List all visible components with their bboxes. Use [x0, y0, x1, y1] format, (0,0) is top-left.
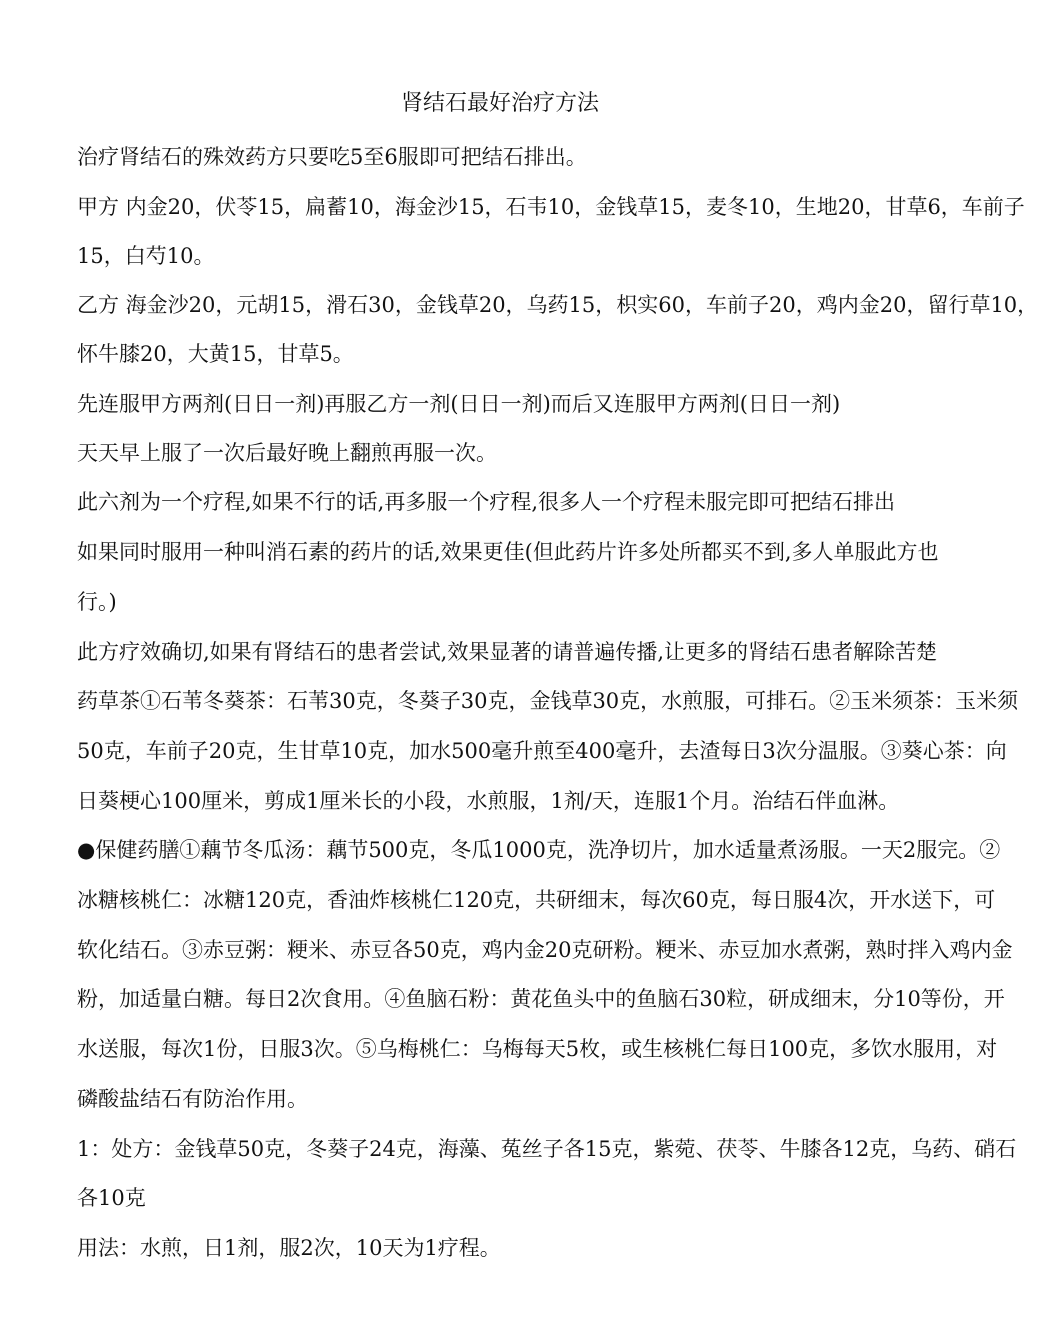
text-line-18: 粉，加适量白糖。每日2次食用。④鱼脑石粉：黄花鱼头中的鱼脑石30粒，研成细末，分10等份，开 [77, 987, 1005, 1011]
text-line-21: 1：处方：金钱草50克，冬葵子24克，海藻、菟丝子各15克，紫菀、茯苓、牛膝各12克，乌药、硝石 [77, 1137, 1017, 1161]
text-line-19: 水送服，每次1份，日服3次。⑤乌梅桃仁：乌梅每天5枚，或生核桃仁每日100克，多饮水服用，对 [77, 1037, 998, 1061]
text-line-17: 软化结石。③赤豆粥：粳米、赤豆各50克，鸡内金20克研粉。粳米、赤豆加水煮粥，熟时拌入鸡内金 [77, 938, 1013, 962]
text-line-13: 50克，车前子20克，生甘草10克，加水500毫升煎至400毫升，去渣每日3次分温服。③葵心茶：向 [77, 739, 1007, 763]
text-line-1: 治疗肾结石的殊效药方只要吃5至6服即可把结石排出。 [77, 145, 587, 169]
text-line-15: ●保健药膳①藕节冬瓜汤：藕节500克，冬瓜1000克，洗净切片，加水适量煮汤服。一天2服完。② [77, 838, 1001, 862]
text-line-5: 怀牛膝20，大黄15，甘草5。 [77, 342, 354, 366]
text-line-11: 此方疗效确切,如果有肾结石的患者尝试,效果显著的请普遍传播,让更多的肾结石患者解除苦楚 [77, 640, 938, 664]
text-line-3: 15，白芍10。 [77, 244, 215, 268]
text-line-2: 甲方 内金20，伏苓15，扁蓄10，海金沙15，石韦10，金钱草15，麦冬10，生地20，甘草6，车前子 [77, 195, 1025, 219]
text-line-23: 用法：水煎，日1剂，服2次，10天为1疗程。 [77, 1236, 501, 1260]
text-line-6: 先连服甲方两剂(日日一剂)再服乙方一剂(日日一剂)而后又连服甲方两剂(日日一剂) [77, 392, 841, 416]
text-line-12: 药草茶①石苇冬葵茶：石苇30克，冬葵子30克，金钱草30克，水煎服，可排石。②玉米须茶：玉米须 [77, 689, 1019, 713]
text-line-4: 乙方 海金沙20，元胡15，滑石30，金钱草20，乌药15，枳实60，车前子20，鸡内金20，留行草10， [77, 293, 1038, 317]
text-line-16: 冰糖核桃仁：冰糖120克，香油炸核桃仁120克，共研细末，每次60克，每日服4次，开水送下，可 [77, 888, 996, 912]
text-line-20: 磷酸盐结石有防治作用。 [77, 1087, 308, 1111]
text-line-8: 此六剂为一个疗程,如果不行的话,再多服一个疗程,很多人一个疗程未服完即可把结石排出 [77, 490, 896, 514]
text-line-10: 行。) [77, 590, 117, 614]
text-line-9: 如果同时服用一种叫消石素的药片的话,效果更佳(但此药片许多处所都买不到,多人单服此方也 [77, 540, 939, 564]
document-title: 肾结石最好治疗方法 [400, 91, 599, 116]
text-line-14: 日葵梗心100厘米，剪成1厘米长的小段，水煎服，1剂/天，连服1个月。治结石伴血淋。 [77, 789, 900, 813]
text-line-22: 各10克 [77, 1186, 146, 1210]
text-line-7: 天天早上服了一次后最好晚上翻煎再服一次。 [77, 441, 497, 465]
